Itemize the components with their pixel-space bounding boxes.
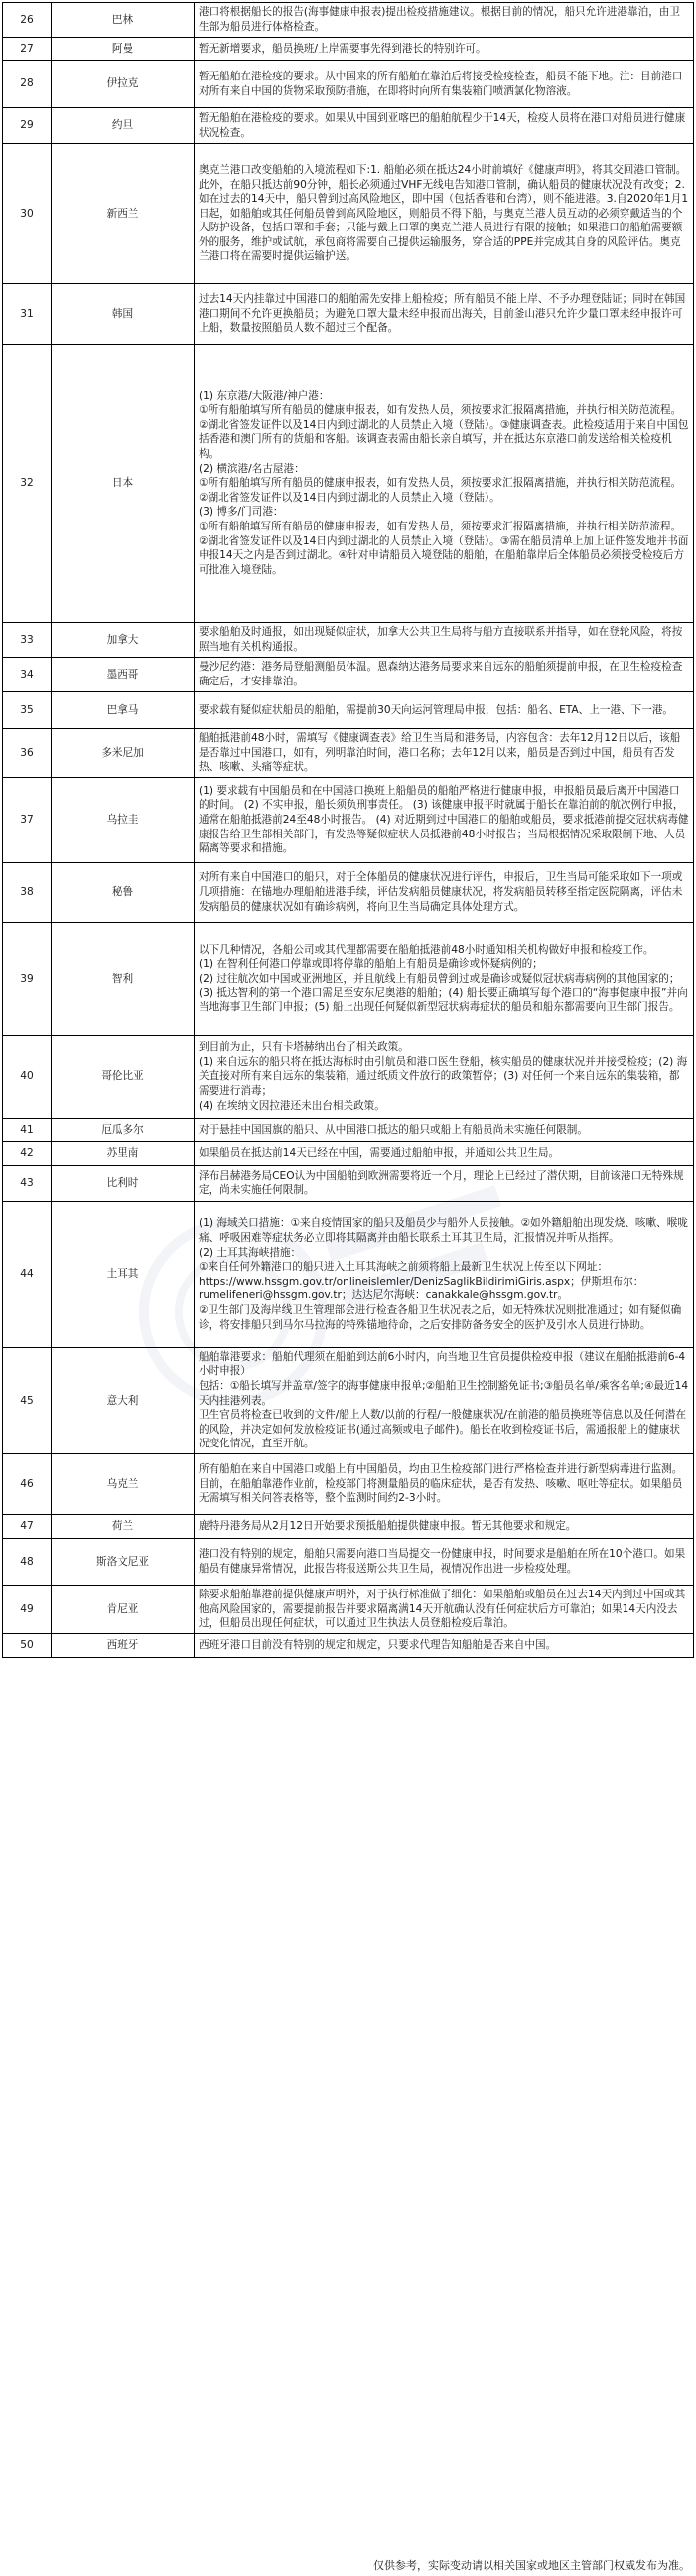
row-number: 47 <box>3 1514 52 1538</box>
requirement-paragraph: 如果船员在抵达前14天已经在中国，需要通过船舶申报，并通知公共卫生局。 <box>199 1146 560 1159</box>
port-quarantine-table <box>2 2 694 1658</box>
country-name: 荷兰 <box>52 1514 195 1538</box>
requirement-paragraph: 暂无新增要求，船员换班/上岸需要事先得到港长的特别许可。 <box>199 42 487 55</box>
table-row <box>3 1201 694 1347</box>
row-number: 49 <box>3 1585 52 1633</box>
table-row <box>3 1585 694 1633</box>
country-name: 阿曼 <box>52 38 195 61</box>
port-requirements <box>195 144 694 284</box>
country-name: 哥伦比亚 <box>52 1035 195 1118</box>
requirement-paragraph: 对所有来自中国港口的船只，对于全体船员的健康状况进行评估，申报后，卫生当局可能采取如下一项或几项措施：在锚地办理船舶进港手续，评估发病船员健康状况，将发病船员转移至指定医院隔离，评估未发病船员的健康状况如有确诊病例，将向卫生当局确定具体处理方式。 <box>199 871 683 913</box>
row-number: 32 <box>3 345 52 623</box>
row-number: 46 <box>3 1453 52 1514</box>
requirement-paragraph: 到目前为止，只有卡塔赫纳出台了相关政策。 <box>199 1041 409 1054</box>
requirement-paragraph: (1) 在智利任何港口停靠或即将停靠的船舶上有船员是确诊或怀疑病例的； <box>199 958 543 971</box>
row-number: 40 <box>3 1035 52 1118</box>
country-name: 斯洛文尼亚 <box>52 1538 195 1585</box>
requirement-paragraph: 西班牙港口目前没有特别的规定和规定，只要求代理告知船舶是否来自中国。 <box>199 1639 557 1652</box>
country-name: 多米尼加 <box>52 729 195 778</box>
requirement-paragraph: https://www.hssgm.gov.tr/onlineislemler/DenizSaglikBildirimiGiris.aspx；伊斯坦布尔：rumelifeneri@hssgm.gov.tr；达达尼尔海峡：canakkale@hssgm.gov.tr。 <box>199 1275 644 1302</box>
port-requirements <box>195 1141 694 1165</box>
port-requirements <box>195 729 694 778</box>
row-number: 27 <box>3 38 52 61</box>
country-name: 约旦 <box>52 108 195 144</box>
row-number: 37 <box>3 777 52 862</box>
requirement-paragraph: 港口将根据船长的报告(海事健康申报表)提出检疫措施建议。根据目前的情况，船只允许进港靠泊，由卫生部为船员进行体格检查。 <box>199 6 680 33</box>
table-row <box>3 61 694 108</box>
row-number: 31 <box>3 284 52 345</box>
requirement-paragraph: (2) 土耳其海峡措施： <box>199 1246 302 1259</box>
row-number: 42 <box>3 1141 52 1165</box>
country-name: 土耳其 <box>52 1201 195 1347</box>
requirement-paragraph: 以下几种情况，各船公司或其代理都需要在船舶抵港前48小时通知相关机构做好申报和检疫工作。 <box>199 943 654 956</box>
table-row <box>3 729 694 778</box>
port-requirements <box>195 1585 694 1633</box>
country-name: 意大利 <box>52 1347 195 1453</box>
table-row <box>3 284 694 345</box>
requirement-paragraph: 船舶抵港前48小时，需填写《健康调查表》给卫生当局和港务局，内容包含：去年12月12日以后，该船是否靠过中国港口，如有，列明靠泊时间，港口名称；去年12月以来，船员是否到过中国，船员有否发热、咳嗽、头痛等症状。 <box>199 732 681 774</box>
port-requirements <box>195 1035 694 1118</box>
port-requirements <box>195 284 694 345</box>
country-name: 乌克兰 <box>52 1453 195 1514</box>
table-row <box>3 658 694 692</box>
port-requirements <box>195 1453 694 1514</box>
table-row <box>3 1453 694 1514</box>
requirement-paragraph: 要求船舶及时通报，如出现疑似症状，加拿大公共卫生局将与船方直接联系并指导，如在登轮风险，将按照当地有关机构通报。 <box>199 626 683 653</box>
port-requirements <box>195 922 694 1035</box>
requirement-paragraph: 暂无船舶在港检疫的要求。如果从中国到亚喀巴的船舶航程少于14天，检疫人员将在港口对船员进行健康状况检查。 <box>199 111 686 139</box>
country-name: 韩国 <box>52 284 195 345</box>
port-requirements <box>195 38 694 61</box>
country-name: 加拿大 <box>52 623 195 658</box>
country-name: 苏里南 <box>52 1141 195 1165</box>
row-number: 26 <box>3 3 52 38</box>
requirement-paragraph: (1) 东京港/大阪港/神户港： <box>199 389 330 402</box>
row-number: 39 <box>3 922 52 1035</box>
table-row <box>3 777 694 862</box>
requirement-paragraph: (2) 过往航次如中国或亚洲地区，并且航线上有船员曾到过或是确诊或疑似冠状病毒病例的其他国家的；(3) 抵达智利的第一个港口需足至安东尼奥港的船舶；(4) 船长要正确填写每个港口的“海事健康申报”并向当地海事卫生部门申报；(5) 船上出现任何疑似新型冠状病毒症状的船员和船东都需要向卫生部门报告。 <box>199 972 688 1014</box>
row-number: 50 <box>3 1633 52 1657</box>
requirement-paragraph: ②卫生部门及海岸线卫生管理部会进行检查各船卫生状况表之后，如无特殊状况则批准通过；如有疑似确诊，将安排船只到马尔马拉海的特殊锚地待命，之后安排防备务安全的医护及引水人员进行协助。 <box>199 1303 682 1331</box>
port-requirements <box>195 345 694 623</box>
country-name: 新西兰 <box>52 144 195 284</box>
row-number: 44 <box>3 1201 52 1347</box>
port-requirements <box>195 1633 694 1657</box>
requirement-paragraph: 过去14天内挂靠过中国港口的船舶需先安排上船检疫；所有船员不能上岸、不予办理登陆证；同时在韩国港口期间不允许更换船员；为避免口罩大量未经申报而出海关，目前釜山港只允许少量口罩未经申报许可上船，数量按照船员人数不超过三个配备。 <box>199 293 686 335</box>
requirement-paragraph: (1) 海域关口措施：①来自疫情国家的船只及船员少与船外人员接触。②如外籍船舶出现发烧、咳嗽、喉咙痛、呼吸困难等症状务必立即将其隔离并由船长联系土耳其卫生局，汇报情况并听从指挥。 <box>199 1217 688 1244</box>
port-requirements <box>195 658 694 692</box>
requirement-paragraph: ①所有船舶填写所有船员的健康申报表，如有发热人员，须按要求汇报隔离措施，并执行相关防范流程。②湖北省签发证件以及14日内到过湖北的人员禁止入境（登陆）。③需在船员清单上加上证件签发地并书面申报14天之内是否到过湖北。④针对申请船员入境登陆的船舶，在船舶靠岸后全体船员必须接受检疫后方可批准入境登陆。 <box>199 520 689 576</box>
country-name: 西班牙 <box>52 1633 195 1657</box>
requirement-paragraph: 泽布吕赫港务局CEO认为中国船舶到欧洲需要将近一个月，理论上已经过了潜伏期，目前该港口无特殊规定，尚未实施任何限制。 <box>199 1169 684 1197</box>
table-row <box>3 38 694 61</box>
port-requirements <box>195 1538 694 1585</box>
requirement-paragraph: 港口没有特别的规定，船舶只需要向港口当局提交一份健康申报，时间要求是船舶在所在10个港口。如果船员有健康异常情况，此报告将报送斯公共卫生局，视情况作出进一步检疫处理。 <box>199 1548 686 1575</box>
disclaimer-footer: 仅供参考，实际变动请以相关国家或地区主管部门权威发布为准。 <box>373 2559 690 2572</box>
country-name: 智利 <box>52 922 195 1035</box>
requirement-paragraph: 对于悬挂中国国旗的船只、从中国港口抵达的船只或船上有船员尚未实施任何限制。 <box>199 1123 588 1136</box>
requirement-paragraph: (1) 要求载有中国船员和在中国港口换班上船船员的船舶严格进行健康申报，申报船员最后离开中国港口的时间。 (2) 不实申报，船长须负刑事责任。 (3) 该健康申报平时就属于船长在靠泊前的航次例行申报，通常在船舶抵港前24至48小时报告。 (4) 对近期到过中国港口的船舶或船员，要求抵港前提交冠状病毒健康报告给卫生部相关部门，有发热等疑似症状人员抵港前48小时报告；当局根据情况采取限制下地、人员隔离等要求和措施。 <box>199 784 689 855</box>
requirement-paragraph: ①所有船舶填写所有船员的健康申报表，如有发热人员，须按要求汇报隔离措施，并执行相关防范流程。②湖北省签发证件以及14日内到过湖北的人员禁止入境（登陆）。 <box>199 477 682 504</box>
requirement-paragraph: (4) 在埃纳文因拉港还未出台相关政策。 <box>199 1099 385 1112</box>
requirement-paragraph: 要求载有疑似症状船员的船舶，需提前30天向运河管理局申报，包括：船名、ETA、上一港、下一港。 <box>199 703 674 716</box>
country-name: 巴林 <box>52 3 195 38</box>
requirement-paragraph: 包括：①船长填写并盖章/签字的海事健康申报单;②船舶卫生控制豁免证书;③船员名单/乘客名单;④最近14天内挂港列表。 <box>199 1379 689 1407</box>
port-requirements <box>195 3 694 38</box>
table-row <box>3 1538 694 1585</box>
row-number: 29 <box>3 108 52 144</box>
country-name: 巴拿马 <box>52 692 195 729</box>
requirement-paragraph: 除要求船舶靠港前提供健康声明外，对于执行标准做了细化：如果船舶或船员在过去14天内到过中国或其他高风险国家的，需要提前报告并要求隔离满14天开航确认没有任何症状后方可靠泊；如果14天内没去过，但船员出现任何症状，可以通过卫生执法人员登船检疫后靠泊。 <box>199 1589 686 1630</box>
country-name: 比利时 <box>52 1165 195 1201</box>
port-requirements <box>195 1165 694 1201</box>
requirement-paragraph: 卫生官员将检查已收到的文件/船上人数/以前的行程/一般健康状况/在前港的船员换班等信息以及任何潜在的风险，并决定如何发放检疫证书(通过高频或电子邮件)。船长在收到检疫证书后，需通报船上的健康状况变化情况，直至开航。 <box>199 1409 686 1450</box>
row-number: 35 <box>3 692 52 729</box>
row-number: 33 <box>3 623 52 658</box>
country-name: 伊拉克 <box>52 61 195 108</box>
table-row <box>3 144 694 284</box>
table-row <box>3 108 694 144</box>
row-number: 43 <box>3 1165 52 1201</box>
port-requirements <box>195 862 694 922</box>
table-row <box>3 922 694 1035</box>
port-requirements <box>195 1118 694 1141</box>
table-row <box>3 3 694 38</box>
country-name: 肯尼亚 <box>52 1585 195 1633</box>
row-number: 34 <box>3 658 52 692</box>
requirement-paragraph: 船舶靠港要求：船舶代理须在船舶到达前6小时内，向当地卫生官员提供检疫申报（建议在船舶抵港前6-4小时申报） <box>199 1350 686 1378</box>
table-row <box>3 1633 694 1657</box>
table-row <box>3 1141 694 1165</box>
requirement-paragraph: 曼沙尼约港：港务局登船测船员体温。恩森纳达港务局要求来自远东的船舶须提前申报，在卫生检疫检查确定后，才安排靠泊。 <box>199 661 683 687</box>
requirement-paragraph: (1) 来自远东的船只将在抵达海标时由引航员和港口医生登船，核实船员的健康状况并并接受检疫；(2) 海关直接对所有来自远东的集装箱，通过纸质文件放行的政策暂停；(3) 对任何一个来自远东的集装箱，都需要进行消毒； <box>199 1055 688 1098</box>
port-requirements <box>195 623 694 658</box>
country-name: 墨西哥 <box>52 658 195 692</box>
country-name: 秘鲁 <box>52 862 195 922</box>
port-requirements <box>195 61 694 108</box>
table-row <box>3 862 694 922</box>
table-row <box>3 623 694 658</box>
row-number: 38 <box>3 862 52 922</box>
port-requirements <box>195 692 694 729</box>
requirement-paragraph: 所有船舶在来自中国港口或船上有中国船员，均由卫生检疫部门进行严格检查并进行新型病毒进行监测。目前，在船舶靠港作业前，检疫部门将测量船员的临床症状，是否有发热、咳嗽、呕吐等症状。如果船员无需填写相关问答表格等，整个监测时间约2-3小时。 <box>199 1463 683 1505</box>
requirement-paragraph: 奥克兰港口改变船舶的入境流程如下:1. 船舶必须在抵达24小时前填好《健康声明》，将其交回港口管制。此外，在船只抵达前90分钟，船长必须通过VHF无线电告知港口管制，确认船员的健康状况没有改变；2.如在过去的14天中，船只曾到过高风险地区，即中国（包括香港和台湾），则不能进港。3.自2020年1月1日起，如船舶或其任何船员曾到高风险地区，则船员不得下船，与奥克兰港人员互动的必须穿戴适当的个人防护设备，包括口罩和手套；只能与戴上口罩的奥克兰港人员进行有限的接触；如果港口的船舶需要额外的服务，维护或试航，承包商将需要自己提供运输服务，穿合适的PPE并完成其自身的风险评估。奥克兰港口将在需要时提供运输护送。 <box>199 163 689 263</box>
row-number: 48 <box>3 1538 52 1585</box>
port-requirements <box>195 108 694 144</box>
country-name: 乌拉圭 <box>52 777 195 862</box>
requirement-paragraph: (3) 博多/门司港： <box>199 506 284 519</box>
table-row <box>3 1118 694 1141</box>
table-row <box>3 345 694 623</box>
requirement-paragraph: 鹿特丹港务局从2月12日开始要求预抵船舶提供健康申报。暂无其他要求和规定。 <box>199 1520 577 1533</box>
port-requirements <box>195 1347 694 1453</box>
table-row <box>3 1035 694 1118</box>
row-number: 36 <box>3 729 52 778</box>
port-requirements <box>195 777 694 862</box>
table-row <box>3 1347 694 1453</box>
row-number: 30 <box>3 144 52 284</box>
table-row <box>3 1165 694 1201</box>
requirement-paragraph: (2) 横滨港/名古屋港： <box>199 462 305 475</box>
table-row <box>3 1514 694 1538</box>
port-requirements <box>195 1201 694 1347</box>
row-number: 41 <box>3 1118 52 1141</box>
row-number: 28 <box>3 61 52 108</box>
requirement-paragraph: ①来自任何外籍港口的船只进入土耳其海峡之前须将船上最新卫生状况上传至以下网址： <box>199 1261 609 1274</box>
country-name: 日本 <box>52 345 195 623</box>
table-row <box>3 692 694 729</box>
row-number: 45 <box>3 1347 52 1453</box>
country-name: 厄瓜多尔 <box>52 1118 195 1141</box>
requirement-paragraph: ①所有船舶填写所有船员的健康申报表，如有发热人员，须按要求汇报隔离措施，并执行相关防范流程。②湖北省签发证件以及14日内到过湖北的人员禁止入境（登陆）。③健康调查表。此检疫适用于来自中国包括香港和澳门所有的货船和客船。该调查表需由船长亲自填写，并在抵达东京港口前发送给相关检疫机构。 <box>199 404 689 461</box>
port-requirements <box>195 1514 694 1538</box>
requirement-paragraph: 暂无船舶在港检疫的要求。从中国来的所有船舶在靠泊后将接受检疫检查，船员不能下地。注：目前港口对所有来自中国的货物采取预防措施，在即将时向所有集装箱门喷洒氯化物溶液。 <box>199 70 683 97</box>
